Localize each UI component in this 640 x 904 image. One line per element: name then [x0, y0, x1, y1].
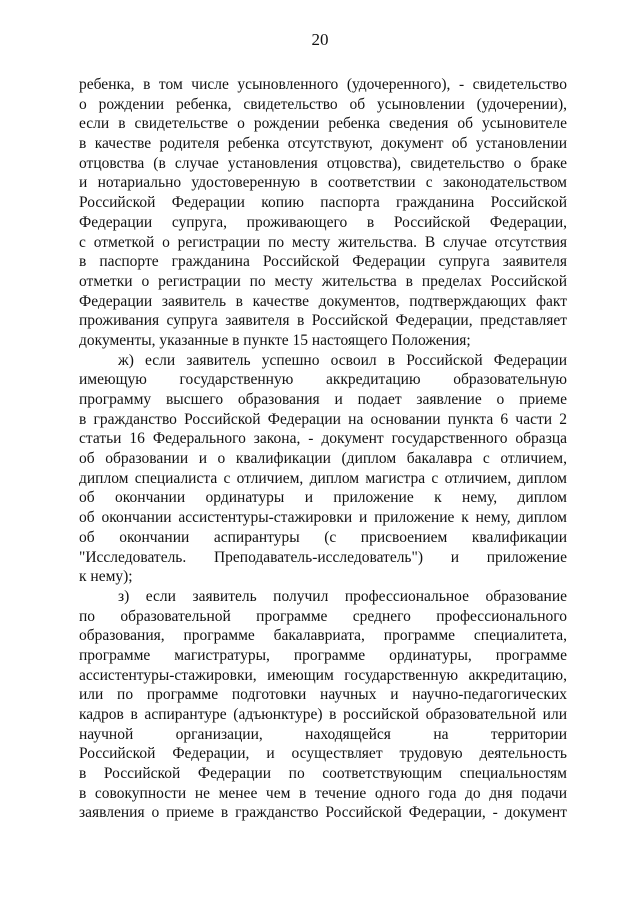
text-line: имеющую государственную аккредитацию образовательную [79, 371, 567, 389]
text-line: документы, указанные в пункте 15 настоящего Положения; [79, 331, 471, 349]
text-line: научной организации, находящейся на территории [79, 725, 567, 743]
text-line: в паспорте гражданина Российской Федерации супруга заявителя [79, 253, 567, 271]
text-line: статьи 16 Федерального закона, - документ государственного образца [79, 430, 567, 448]
text-line: если в свидетельстве о рождении ребенка сведения об усыновителе [79, 115, 567, 133]
text-line: о рождении ребенка, свидетельство об усыновлении (удочерении), [79, 95, 567, 113]
text-line: образования, программе бакалавриата, программе специалитета, [79, 627, 567, 645]
text-line: по образовательной программе среднего профессионального [79, 607, 567, 625]
body-text [79, 75, 567, 823]
text-line: программу высшего образования и подает заявление о приеме [79, 391, 567, 408]
text-line: об образовании и о квалификации (диплом бакалавра с отличием, [79, 450, 567, 468]
text-line: Российской Федерации, и осуществляет трудовую деятельность [79, 745, 567, 763]
text-line: отметки о регистрации по месту жительства в пределах Российской [79, 272, 567, 290]
paragraph-zh-start: ж) если заявитель успешно освоил в Российской Федерации [118, 351, 567, 369]
text-line: ассистентуры-стажировки, имеющим государственную аккредитацию, [79, 666, 567, 684]
text-line: или по программе подготовки научных и научно-педагогических [79, 686, 567, 704]
text-line: Федерации заявитель в качестве документов, подтверждающих факт [79, 292, 567, 310]
text-line: отцовства (в случае установления отцовства), свидетельство о браке [79, 154, 567, 172]
text-line: об окончании ординатуры и приложение к нему, диплом [79, 489, 567, 507]
text-line: в совокупности не менее чем в течение одного года до дня подачи [79, 784, 567, 802]
text-line: в Российской Федерации по соответствующим специальностям [79, 765, 567, 783]
text-line: заявления о приеме в гражданство Российской Федерации, - документ [79, 804, 567, 822]
text-line: проживания супруга заявителя в Российской Федерации, представляет [79, 312, 567, 330]
page-number: 20 [311, 30, 329, 49]
text-line: в качестве родителя ребенка отсутствуют, документ об установлении [79, 135, 567, 153]
text-line: кадров в аспирантуре (адъюнктуре) в российской образовательной или [79, 706, 567, 723]
text-line: "Исследователь. Преподаватель-исследователь") и приложение [79, 548, 567, 566]
text-line: Российской Федерации копию паспорта гражданина Российской [79, 194, 567, 212]
text-line: с отметкой о регистрации по месту жительства. В случае отсутствия [79, 233, 567, 251]
text-line: в гражданство Российской Федерации на основании пункта 6 части 2 [79, 410, 567, 428]
text-line: к нему); [79, 568, 133, 586]
text-line: об окончании ассистентуры-стажировки и приложение к нему, диплом [79, 509, 567, 527]
paragraph-z-start: з) если заявитель получил профессиональное образование [118, 587, 567, 605]
text-line: ребенка, в том числе усыновленного (удочеренного), - свидетельство [79, 76, 567, 93]
text-line: программе магистратуры, программе ординатуры, программе [79, 646, 567, 664]
text-line: Федерации супруга, проживающего в Российской Федерации, [79, 213, 567, 231]
text-line: и нотариально удостоверенную в соответствии с законодательством [79, 174, 567, 192]
text-line: диплом специалиста с отличием, диплом магистра с отличием, диплом [79, 469, 567, 487]
text-line: об окончании аспирантуры (с присвоением квалификации [79, 528, 567, 546]
